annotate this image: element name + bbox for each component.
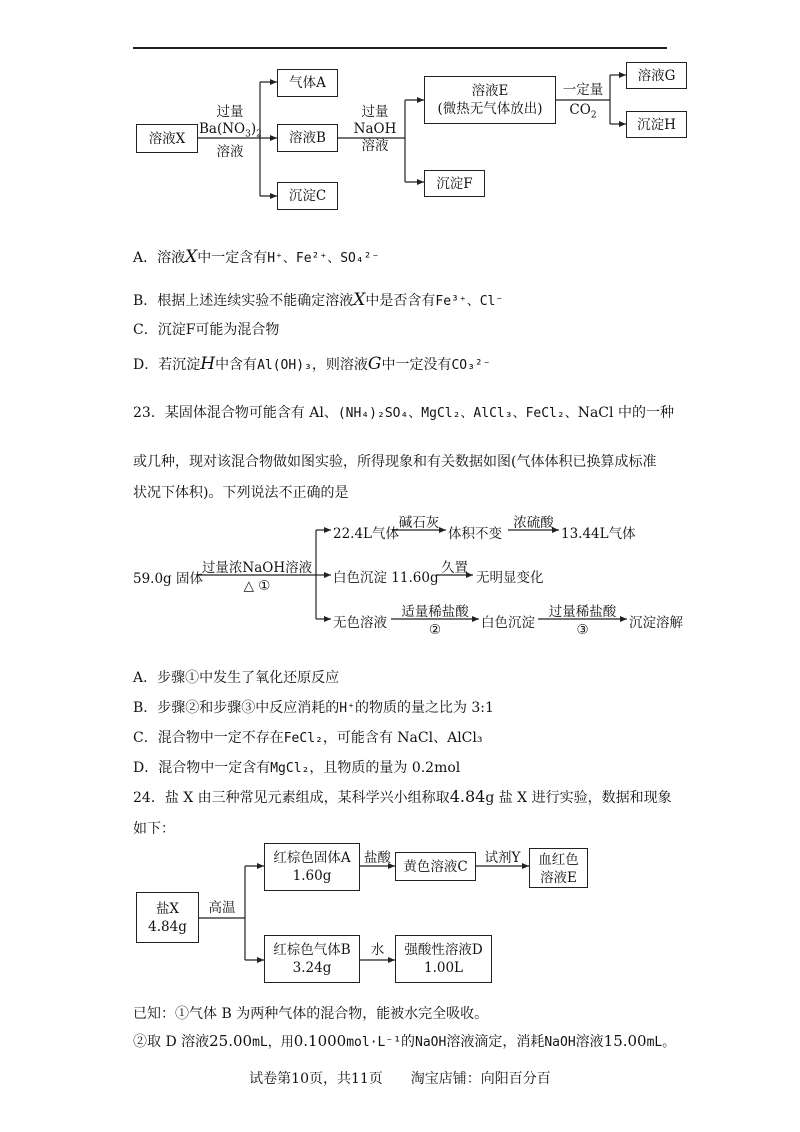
fig3-heat: 高温 <box>208 900 236 916</box>
q23-option-d: D．混合物中一定含有MgCl₂，且物质的量为 0.2mol <box>133 760 461 776</box>
fig3-hcl: 盐酸 <box>364 850 391 866</box>
precip-f-box: 沉淀F <box>424 170 485 197</box>
q23-option-a: A．步骤①中发生了氧化还原反应 <box>133 670 340 686</box>
q22-option-b: B．根据上述连续实验不能确定溶液X中是否含有Fe³⁺、Cl⁻ <box>133 290 504 310</box>
gas-a-box: 气体A <box>277 69 338 97</box>
known-line1: 已知：①气体 B 为两种气体的混合物，能被水完全吸收。 <box>133 1006 489 1022</box>
q23-stem-line3: 状况下体积)。下列说法不正确的是 <box>133 485 349 501</box>
fig2-conc-acid: 浓硫酸 <box>513 515 554 531</box>
reagent3-label: 一定量 $CO_2$ <box>562 82 604 121</box>
gas-b-box: 红棕色气体B 3.24g <box>264 935 360 983</box>
fig2-start: 59.0g 固体 <box>133 571 203 587</box>
solution-g-box: 溶液G <box>626 62 687 89</box>
acid-d-box: 强酸性溶液D 1.00L <box>395 935 492 983</box>
reagent2-label: 过量 NaOH 溶液 <box>353 104 397 154</box>
solution-x-box: 溶液X <box>136 124 198 153</box>
q23-stem-line2: 或几种，现对该混合物做如图实验，所得现象和有关数据如图(气体体积已换算成标准 <box>133 454 657 470</box>
precip-h-box: 沉淀H <box>626 111 687 138</box>
fig2-gas2: 13.44L气体 <box>561 526 636 542</box>
blood-red-box: 血红色 溶液E <box>529 848 588 888</box>
fig2-no-change: 无明显变化 <box>476 570 544 586</box>
q22-option-c: C．沉淀F可能为混合物 <box>133 322 280 338</box>
fig2-stand: 久置 <box>441 560 468 576</box>
fig3-water: 水 <box>370 942 385 958</box>
q22-option-d: D．若沉淀H中含有Al(OH)₃，则溶液G中一定没有CO₃²⁻ <box>133 354 491 374</box>
q24-stem-line1: 24．盐 X 由三种常见元素组成，某科学兴小组称取4.84g 盐 X 进行实验，数据和现象 <box>133 787 672 806</box>
fig2-step3: ③ <box>576 622 589 638</box>
page-footer: 试卷第10页，共11页 淘宝店铺：向阳百分百 <box>249 1071 551 1087</box>
fig2-colorless: 无色溶液 <box>333 615 387 631</box>
salt-x-box: 盐X 4.84g <box>136 892 199 943</box>
q23-option-c: C．混合物中一定不存在FeCl₂，可能含有 NaCl、AlCl₃ <box>133 730 483 746</box>
reagent1-label: 过量 $Ba(NO_3)_2$ 溶液 <box>199 104 262 160</box>
precip-c-box: 沉淀C <box>277 182 338 210</box>
yellow-solution-box: 黄色溶液C <box>395 852 476 881</box>
fig3-reagent-y: 试剂Y <box>484 850 521 866</box>
solution-e-box: 溶液E (微热无气体放出) <box>424 76 556 124</box>
fig2-excess-hcl: 过量稀盐酸 <box>548 604 617 620</box>
solution-b-box: 溶液B <box>277 124 338 152</box>
fig2-white-precip: 白色沉淀 11.60g <box>333 570 439 586</box>
fig2-vol-same: 体积不变 <box>448 526 502 542</box>
fig2-step2: ② <box>428 622 442 638</box>
fig2-reagent: 过量浓NaOH溶液 <box>201 560 313 576</box>
q23-stem-line1: 23．某固体混合物可能含有 Al、(NH₄)₂SO₄、MgCl₂、AlCl₃、FeCl₂、NaCl 中的一种 <box>133 405 674 421</box>
fig2-dissolve: 沉淀溶解 <box>629 615 683 631</box>
q22-option-a: A．溶液X中一定含有H⁺、Fe²⁺、SO₄²⁻ <box>133 247 380 267</box>
known-line2: ②取 D 溶液25.00mL，用0.1000mol·L⁻¹的NaOH溶液滴定，消耗NaOH溶液15.00mL。 <box>133 1032 676 1050</box>
solid-a-box: 红棕色固体A 1.60g <box>264 843 360 891</box>
fig2-white-precip2: 白色沉淀 <box>481 615 535 631</box>
q23-option-b: B．步骤②和步骤③中反应消耗的H⁺的物质的量之比为 3:1 <box>133 700 494 716</box>
fig2-dilute-hcl: 适量稀盐酸 <box>401 604 469 620</box>
top-rule <box>133 47 667 49</box>
q24-stem-line2: 如下： <box>133 821 175 837</box>
fig2-soda-lime: 碱石灰 <box>398 515 440 531</box>
fig2-condition: △ ① <box>243 578 271 594</box>
fig2-gas: 22.4L气体 <box>333 526 400 542</box>
